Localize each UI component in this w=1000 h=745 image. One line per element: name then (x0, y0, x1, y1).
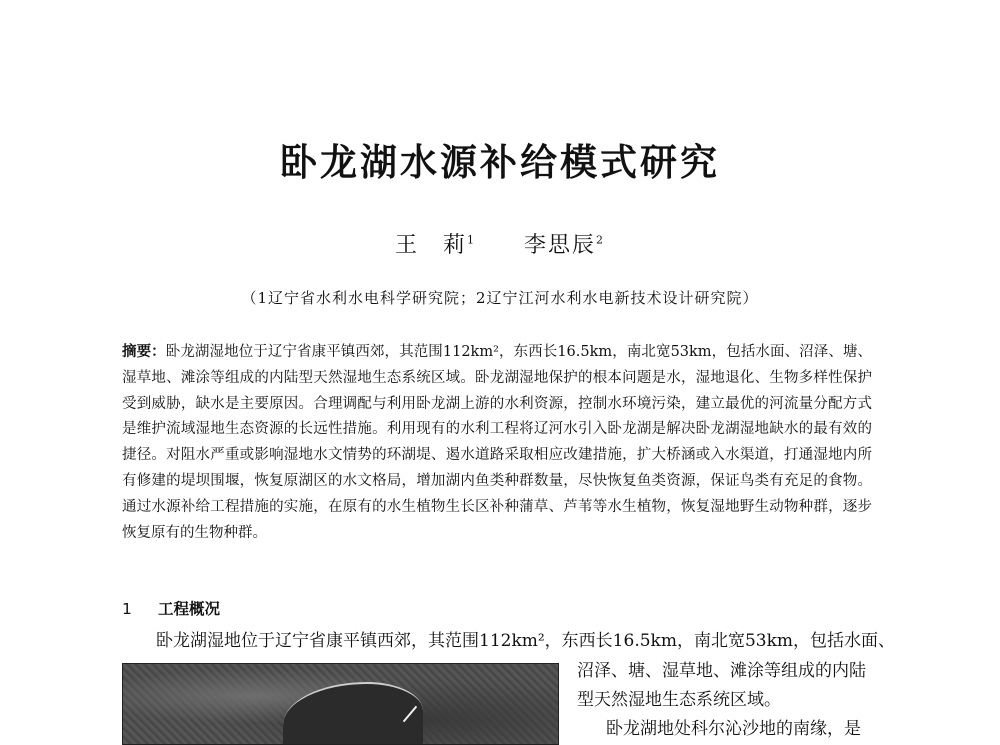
body-text-line: 卧龙湖湿地位于辽宁省康平镇西郊，其范围112km²，东西长16.5km，南北宽53km，包括水面、 (156, 631, 896, 651)
section-heading (122, 597, 220, 619)
author-affiliation-mark: 2 (596, 233, 606, 247)
body-text-line: 型天然湿地生态系统区域。 (577, 690, 781, 710)
satellite-image-figure (122, 663, 559, 745)
author-name: 李思辰 (524, 233, 597, 258)
section-title: 工程概况 (158, 600, 221, 618)
affiliation-line: （1辽宁省水利水电科学研究院；2辽宁江河水利水电新技术设计研究院） (241, 289, 759, 307)
abstract-label: 摘要： (122, 344, 166, 360)
abstract-block (122, 340, 872, 546)
body-text-line: 沼泽、塘、湿草地、滩涂等组成的内陆 (577, 661, 866, 681)
section-number: 1 (122, 600, 132, 618)
abstract-text: 卧龙湖湿地位于辽宁省康平镇西郊，其范围112km²，东西长16.5km，南北宽53km，包括水面、沼泽、塘、湿草地、滩涂等组成的内陆型天然湿地生态系统区域。卧龙湖湿地保护的根本问题是水，湿地退化、生物多样性保护受到威胁，缺水是主要原因。合理调配与利用卧龙湖上游的水利资源，控制水环境污染，建立最优的河流量分配方式是维护流域湿地生态资源的长远性措施。利用现有的水利工程将辽河水引入卧龙湖是解决卧龙湖湿地缺水的最有效的捷径。对阻水严重或影响湿地水文情势的环湖堤、遏水道路采取相应改建措施，扩大桥涵或入水渠道，打通湿地内所有修建的堤坝围堰，恢复原湖区的水文格局，增加湖内鱼类种群数量，尽快恢复鱼类资源，保证鸟类有充足的食物。通过水源补给工程措施的实施，在原有的水生植物生长区补种蒲草、芦苇等水生植物，恢复湿地野生动物种群，逐步恢复原有的生物种群。 (122, 344, 872, 541)
body-text-line: 卧龙湖地处科尔沁沙地的南缘，是 (606, 719, 861, 739)
paper-title: 卧龙湖水源补给模式研究 (280, 141, 720, 184)
author-name: 王 莉 (394, 233, 467, 258)
lake-area (283, 682, 423, 745)
author-list (0, 228, 1000, 259)
author-affiliation-mark: 1 (467, 233, 476, 247)
